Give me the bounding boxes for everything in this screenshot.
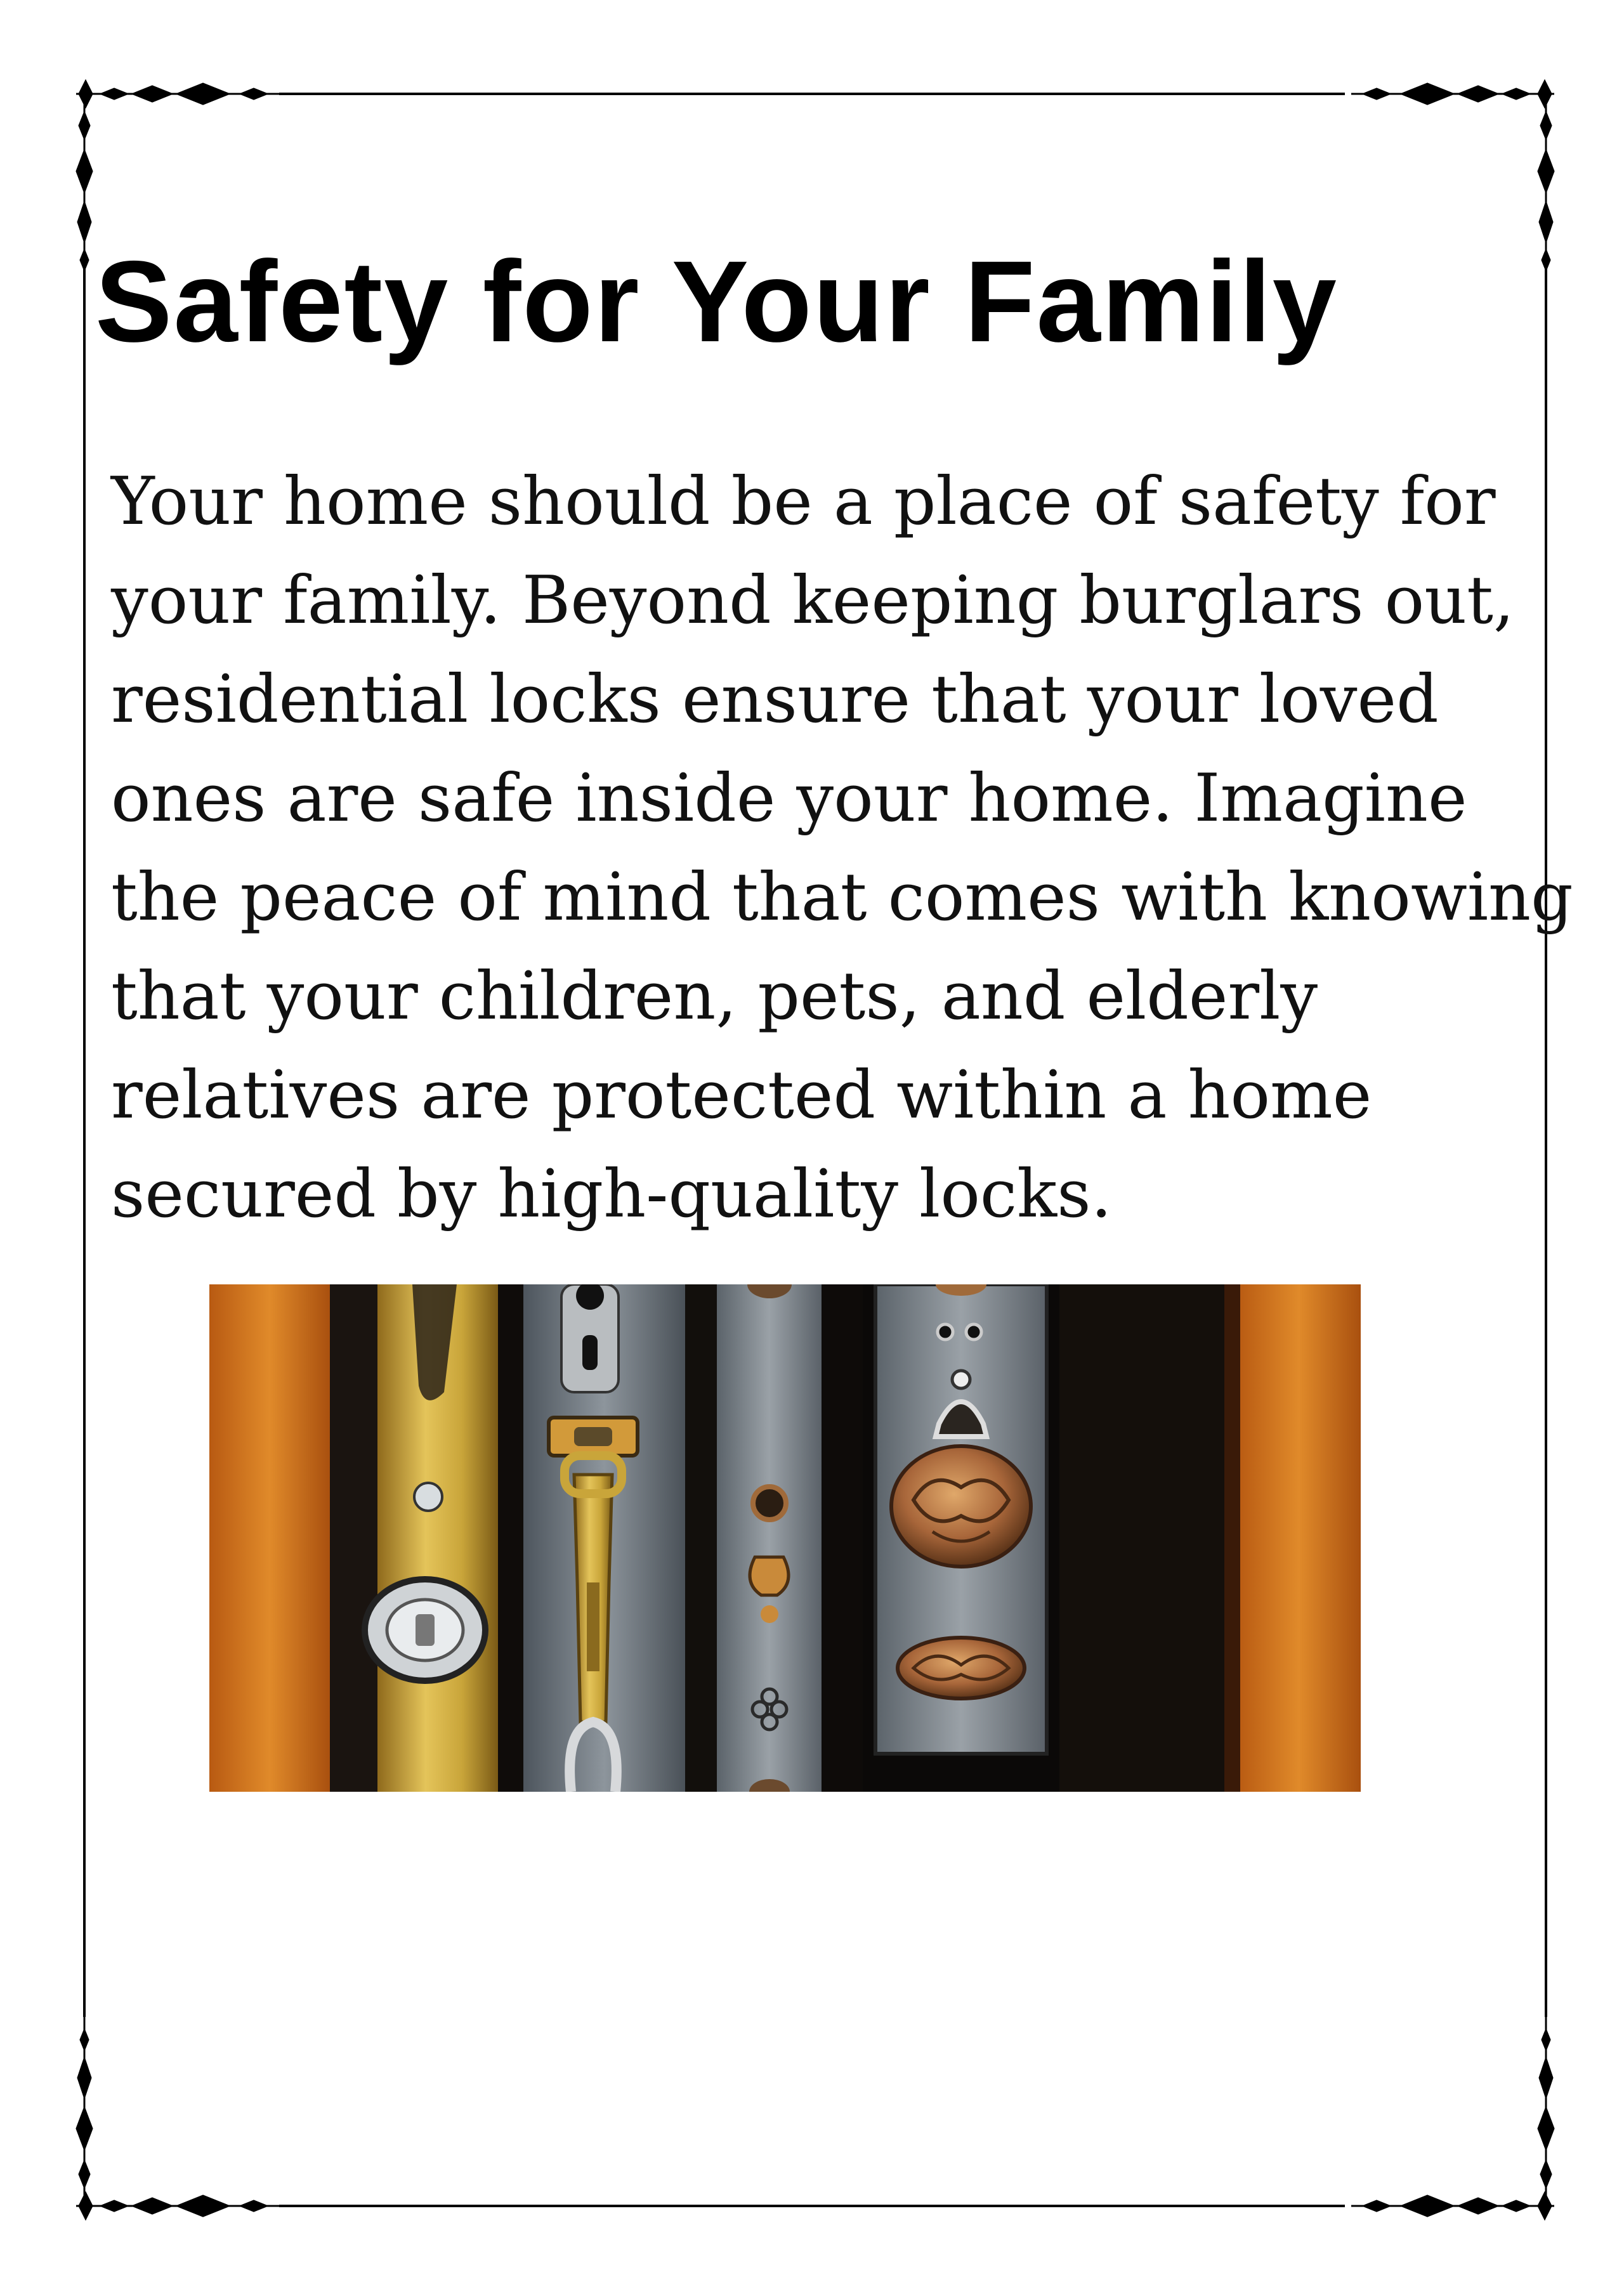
paragraph-line: your family. Beyond keeping burglars out, [111,561,1515,639]
wood-panel-right [1237,1284,1361,1792]
paragraph-line: residential locks ensure that your loved [111,660,1439,738]
paragraph-line: relatives are protected within a home [111,1056,1372,1133]
corner-ornament-bottom-right [1351,2008,1554,2219]
paragraph-line: that your children, pets, and elderly [111,957,1318,1034]
paragraph-line: secured by high-quality locks. [111,1155,1112,1232]
paragraph-line: the peace of mind that comes with knowing [111,858,1573,936]
paragraph-line: Your home should be a place of safety for [111,462,1496,540]
corner-ornament-bottom-left [76,2008,279,2219]
body-paragraph [111,452,1573,1243]
small-brass-hanger [750,1557,789,1595]
ornate-medallion [891,1446,1031,1567]
ornate-escutcheon [898,1638,1025,1699]
paragraph-line: ones are safe inside your home. Imagine [111,759,1467,837]
brass-screw [414,1483,442,1511]
page-title: Safety for Your Family [95,237,1338,366]
door-locks-photo [209,1284,1361,1792]
wood-panel-left [209,1284,330,1792]
